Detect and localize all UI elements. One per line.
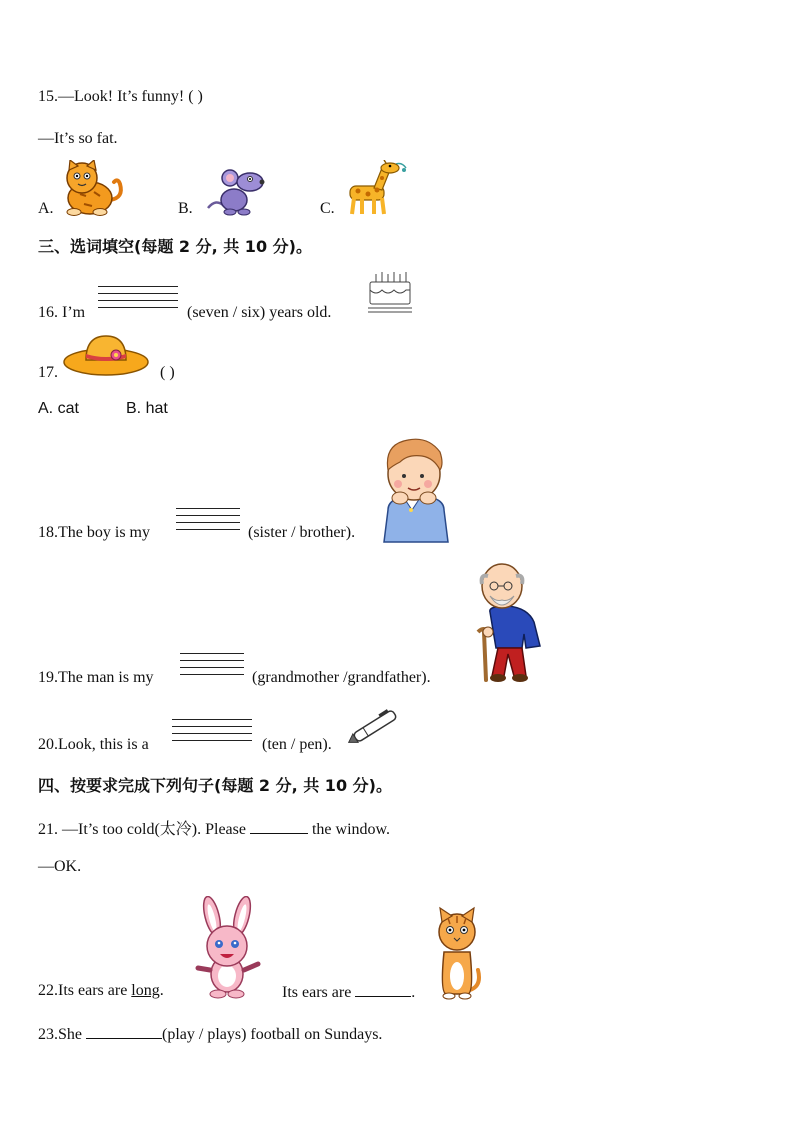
- q19-prefix: 19.The man is my: [38, 669, 154, 686]
- hat-icon: [62, 330, 150, 378]
- cat-icon: [60, 160, 126, 216]
- pen-icon: [344, 706, 406, 746]
- q17-answer-paren: ( ): [160, 364, 175, 381]
- q22-answer-blank[interactable]: [355, 982, 411, 997]
- mouse-icon: [204, 168, 268, 216]
- cat-sitting-icon: [432, 906, 482, 1000]
- q19-suffix: (grandmother /grandfather).: [252, 669, 431, 686]
- q22-line-two: [282, 982, 415, 1002]
- boy-icon: [378, 436, 454, 544]
- q22-second-prefix: Its ears are: [282, 984, 352, 1001]
- q23-prefix: 23.She: [38, 1026, 82, 1043]
- q16-writing-lines: [98, 286, 178, 314]
- q21-suffix: the window.: [311, 821, 391, 838]
- q21-answer-blank[interactable]: [250, 819, 308, 834]
- q15-response: —It’s so fat.: [38, 130, 118, 147]
- q15-option-a-label: A.: [38, 200, 54, 217]
- q17-option-a: A. cat: [38, 400, 79, 417]
- q20-prefix: 20.Look, this is a: [38, 736, 149, 753]
- q21-reply: —OK.: [38, 858, 82, 875]
- q16-prefix: 16. I’m: [38, 304, 86, 321]
- q22-end-period: .: [411, 984, 416, 1001]
- giraffe-icon: [344, 160, 412, 216]
- q23-line: [38, 1024, 382, 1044]
- section-3-heading: 三、选词填空(每题 2 分, 共 10 分)。: [38, 237, 312, 256]
- q17-option-b: B. hat: [126, 400, 168, 417]
- q20-writing-lines: [172, 719, 252, 747]
- rabbit-icon: [190, 896, 264, 1000]
- q15-option-b-label: B.: [178, 200, 193, 217]
- q23-answer-blank[interactable]: [86, 1024, 162, 1039]
- q19-writing-lines: [180, 653, 244, 681]
- grandfather-icon: [468, 562, 548, 684]
- q22-prefix: 22.Its ears are: [38, 982, 128, 999]
- q17-prefix: 17.: [38, 364, 58, 381]
- q21-prefix: 21. —It’s too cold(太冷). Please: [38, 821, 246, 838]
- q21-line: [38, 816, 390, 839]
- q20-suffix: (ten / pen).: [262, 736, 332, 753]
- section-4-heading: 四、按要求完成下列句子(每题 2 分, 共 10 分)。: [38, 776, 392, 795]
- q15-question: 15.—Look! It’s funny! ( ): [38, 88, 203, 105]
- q18-writing-lines: [176, 508, 240, 536]
- q16-suffix: (seven / six) years old.: [187, 304, 332, 321]
- q23-suffix: (play / plays) football on Sundays.: [162, 1026, 383, 1043]
- q18-suffix: (sister / brother).: [248, 524, 356, 541]
- q22-underlined-word: long: [131, 982, 160, 999]
- birthday-cake-icon: [366, 268, 414, 316]
- q22-line-one: [38, 982, 164, 1000]
- q22-period: .: [159, 982, 164, 999]
- q15-option-c-label: C.: [320, 200, 335, 217]
- q18-prefix: 18.The boy is my: [38, 524, 150, 541]
